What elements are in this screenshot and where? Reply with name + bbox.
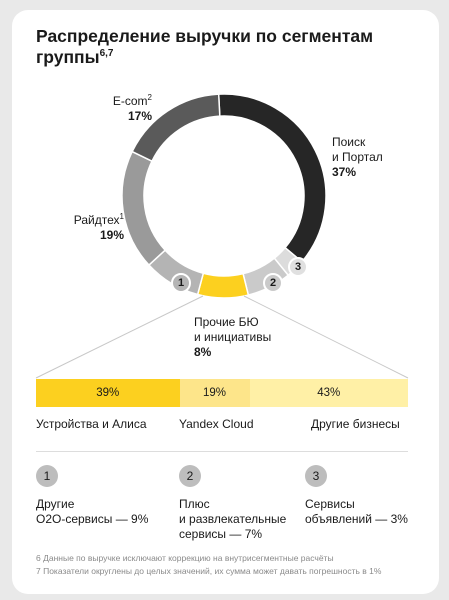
slice-label-ridetech: Райдтех$^1$ 19% (73, 212, 124, 242)
connector-line-left (36, 296, 203, 378)
donut-slice-3 (198, 273, 249, 298)
footnote-badge-3: 3 (305, 465, 327, 487)
slice-label-search: Поиск и Портал 37% (332, 135, 383, 179)
footnote-7: 7 Показатели округлены до целых значений, их сумма может давать погрешность в 1% (36, 566, 382, 576)
revenue-card (12, 10, 439, 594)
bar-label-cloud: Yandex Cloud (179, 417, 254, 431)
slice-label-ecom: E-com$^2$ 17% (112, 93, 152, 123)
bar-segment-cloud: 19% (180, 379, 250, 407)
footnote-item-2: Плюс и развлекательные сервисы — 7% (179, 497, 287, 541)
bar-label-other: Другие бизнесы (311, 417, 400, 431)
bar-segment-other: 43% (250, 379, 408, 407)
badge-2: 2 (263, 273, 283, 293)
donut-slice-0 (219, 94, 326, 262)
badge-1: 1 (171, 273, 191, 293)
footnote-item-1: Другие О2О-сервисы — 9% (36, 497, 149, 526)
footnote-badge-2: 2 (179, 465, 201, 487)
bar-segment-devices: 39% (36, 379, 180, 407)
badge-3: 3 (288, 257, 308, 277)
footnote-badge-1: 1 (36, 465, 58, 487)
chart-title: Распределение выручки по сегментам группы$^{6,7}$ (36, 26, 374, 67)
slice-label-other: Прочие БЮ и инициативы 8% (194, 315, 272, 359)
sub-breakdown-bar (36, 379, 408, 407)
divider (36, 451, 408, 452)
footnote-6: 6 Данные по выручке исключают коррекцию на внутрисегментные расчёты (36, 553, 334, 563)
donut-slice-5 (122, 152, 165, 265)
footnote-item-3: Сервисы объявлений — 3% (305, 497, 408, 526)
bar-label-devices: Устройства и Алиса (36, 417, 147, 431)
